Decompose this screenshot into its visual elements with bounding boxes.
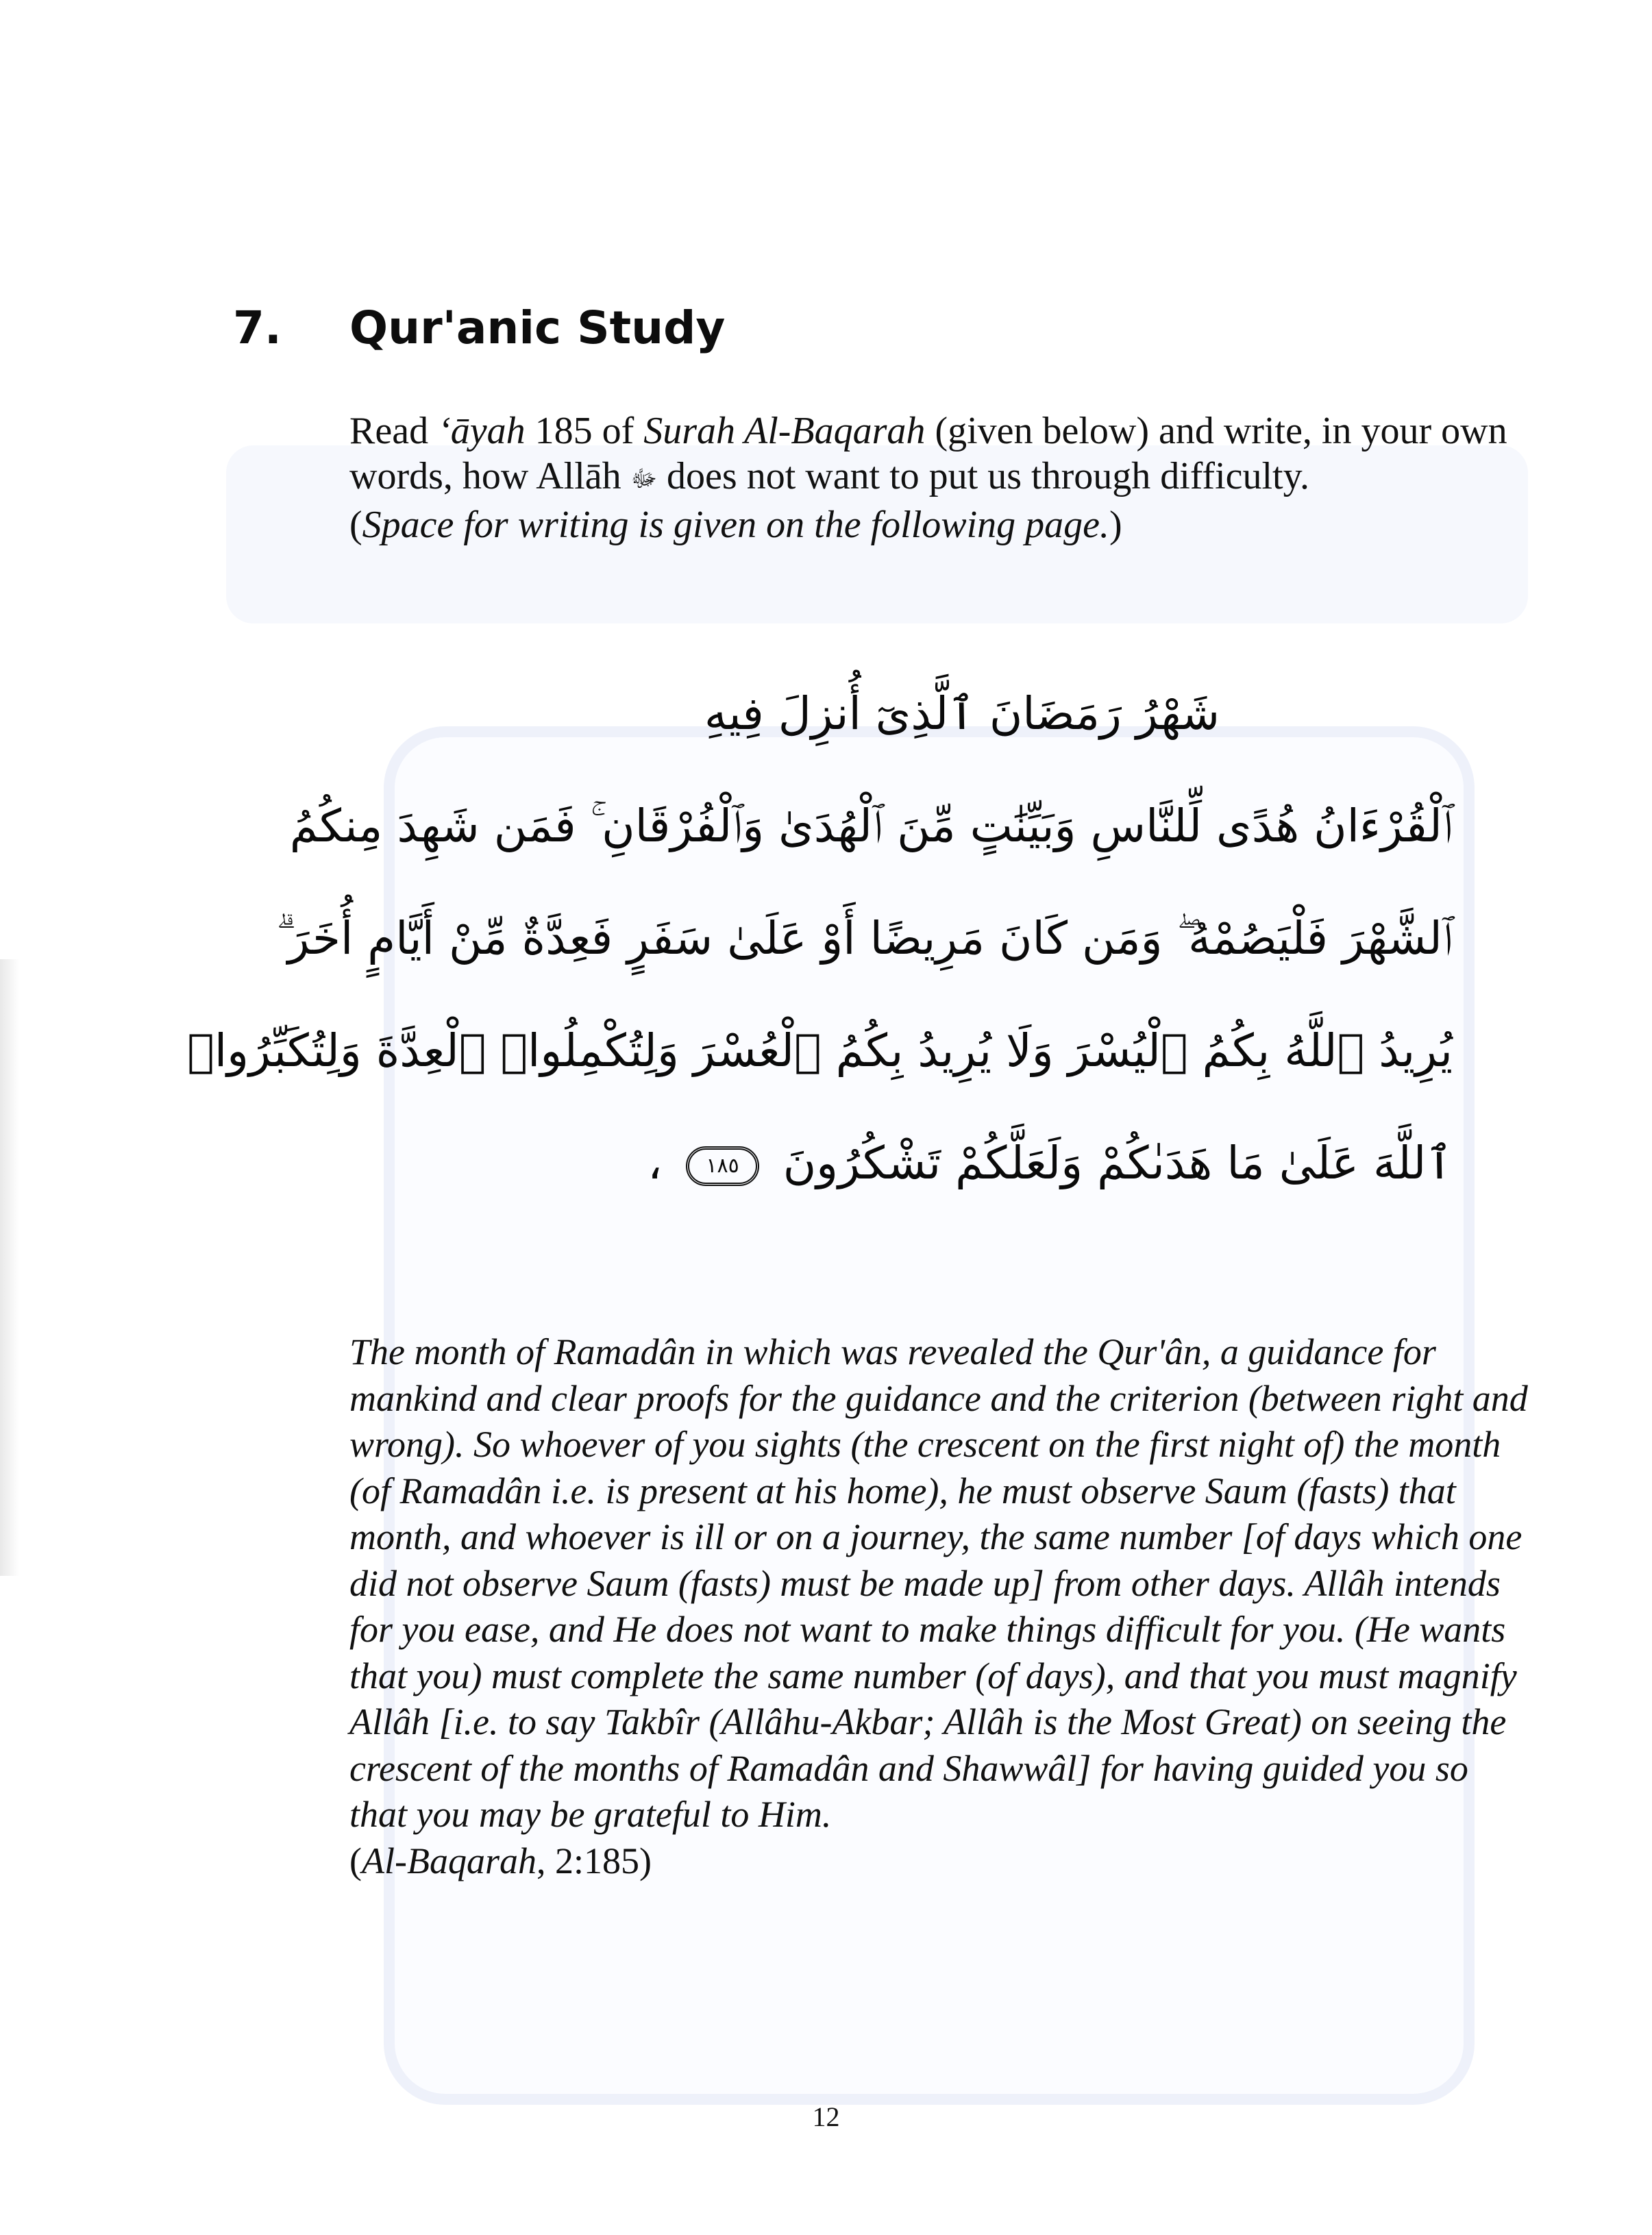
- arabic-line-5-text: ٱللَّهَ عَلَىٰ مَا هَدَىٰكُمْ وَلَعَلَّكُمْ تَشْكُرُونَ: [782, 1137, 1453, 1189]
- section-number: 7.: [233, 301, 282, 354]
- reference-verse: , 2:185): [536, 1840, 652, 1881]
- honorific-glyph: ﷻ: [630, 467, 658, 493]
- section-heading: [233, 301, 725, 354]
- verse-number-marker: ١٨٥: [686, 1146, 759, 1186]
- instructions-text-2: 185 of: [525, 410, 644, 452]
- translation-text: The month of Ramadân in which was revealed the Qur'ân, a guidance for mankind and clear proofs for the guidance and the criterion (between right and wrong). So whoever of you sights (the crescent on the first night of) the month (of Ramadân i.e. is present at his home), he must observe Saum (fasts) that month, and whoever is ill or on a journey, the same number [of days which one did not observe Saum (fasts) must be made up] from other days. Allâh intends for you ease, and He does not want to make things difficult for you. (He wants that you) must complete the same number (of days), and that you must magnify Allâh [i.e. to say Takbîr (Allâhu-Akbar; Allâh is the Most Great) on seeing the crescent of the months of Ramadân and Shawwâl] for having guided you so that you may be grateful to Him.: [349, 1331, 1528, 1835]
- surah-name: Surah Al-Baqarah: [643, 410, 926, 452]
- arabic-line-3: ٱلشَّهْرَ فَلْيَصُمْهُ ۖ وَمَن كَانَ مَرِيضًا أَوْ عَلَىٰ سَفَرٍ فَعِدَّةٌ مِّنْ أَيَّامٍ أُخَرَ ۗ: [276, 912, 1453, 965]
- reference-surah: Al-Baqarah: [361, 1840, 537, 1881]
- instructions-text-1: Read: [349, 410, 439, 452]
- translation-paragraph: [349, 1329, 1528, 1884]
- section-title: Qur'anic Study: [349, 301, 726, 354]
- note-open-paren: (: [349, 504, 362, 547]
- arabic-line-4: يُرِيدُ ٱللَّهُ بِكُمُ ٱلْيُسْرَ وَلَا يُرِيدُ بِكُمُ ٱلْعُسْرَ وَلِتُكْمِلُوا۟ ٱلْعِدَّةَ وَلِتُكَبِّرُوا۟: [187, 1024, 1453, 1077]
- arabic-line-2: ٱلْقُرْءَانُ هُدًى لِّلنَّاسِ وَبَيِّنَٰتٍ مِّنَ ٱلْهُدَىٰ وَٱلْفُرْقَانِ ۚ فَمَن شَهِدَ مِنكُمُ: [289, 800, 1453, 852]
- ayah-word: ‘āyah: [438, 410, 526, 452]
- instructions-paragraph: [349, 408, 1514, 547]
- reference-open-paren: (: [349, 1840, 362, 1881]
- translation-reference: [349, 1838, 1528, 1885]
- arabic-verse: [187, 658, 1453, 1220]
- page-number: 12: [812, 2101, 840, 2132]
- note-close-paren: ): [1109, 504, 1122, 547]
- writing-space-note: Space for writing is given on the following page.: [362, 504, 1110, 547]
- arabic-line-1: شَهْرُ رَمَضَانَ ٱلَّذِىٓ أُنزِلَ فِيهِ: [704, 687, 1220, 740]
- verse-end-mark: ،: [648, 1137, 663, 1189]
- instructions-text-3: (given below) and write, in your own words, how Allāh: [349, 410, 1507, 497]
- instructions-text-4: does not want to put us through difficulty.: [657, 455, 1309, 497]
- arabic-line-5: [329, 1107, 1453, 1220]
- page-edge-shadow: [0, 959, 19, 1576]
